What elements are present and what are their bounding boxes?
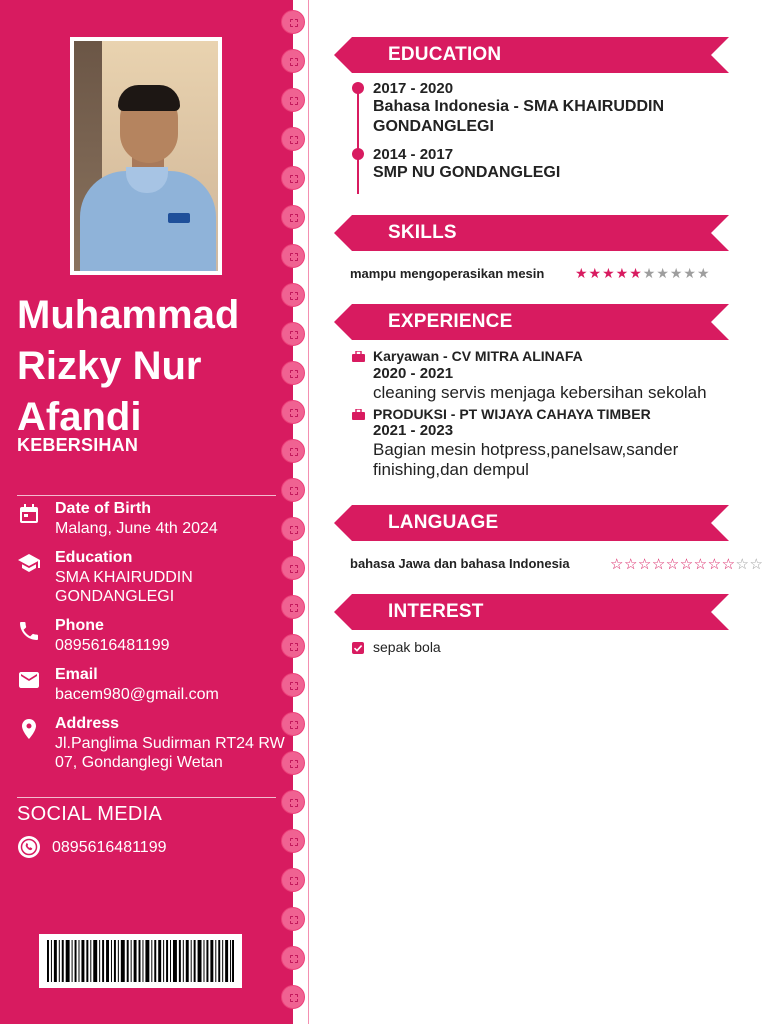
section-title: EXPERIENCE: [388, 311, 513, 332]
section-header-language: [334, 505, 729, 541]
full-name: Muhammad Rizky Nur Afandi: [17, 293, 240, 439]
whatsapp-number[interactable]: 0895616481199: [52, 839, 167, 856]
section-title: EDUCATION: [388, 44, 502, 65]
section-title: SKILLS: [388, 222, 457, 243]
timeline-dot: [352, 82, 364, 94]
social-media-title: SOCIAL MEDIA: [17, 803, 163, 825]
profile-photo: [70, 37, 222, 275]
section-header-experience: [334, 304, 729, 340]
contact-date-of-birth: [17, 500, 287, 540]
experience-years: 2021 - 2023: [373, 422, 454, 439]
graduation-cap-icon: [17, 551, 41, 575]
experience-description: Bagian mesin hotpress,panelsaw,sander finishing,dan dempul: [373, 440, 679, 479]
experience-years: 2020 - 2021: [373, 365, 454, 382]
mail-icon: [17, 668, 41, 692]
decorative-dots: [281, 10, 305, 1020]
contact-label: Date of Birth: [55, 500, 151, 517]
education-years: 2017 - 2020: [373, 80, 454, 97]
language-rating-stars: ☆☆☆☆☆☆☆☆☆☆☆: [610, 556, 764, 573]
experience-title: Karyawan - CV MITRA ALINAFA: [373, 348, 583, 364]
page-divider-line: [308, 0, 309, 1024]
contact-education: [17, 549, 287, 609]
briefcase-icon: [352, 351, 365, 362]
contact-value: SMA KHAIRUDDIN GONDANGLEGI: [55, 569, 193, 605]
experience-title: PRODUKSI - PT WIJAYA CAHAYA TIMBER: [373, 406, 651, 422]
section-header-education: [334, 37, 729, 73]
divider: [17, 797, 276, 798]
skill-rating-stars: ★★★★★★★★★★: [575, 265, 711, 281]
contact-label: Phone: [55, 617, 104, 634]
contact-label: Education: [55, 549, 133, 566]
section-header-skills: [334, 215, 729, 251]
contact-value[interactable]: bacem980@gmail.com: [55, 686, 219, 703]
contact-phone: [17, 617, 287, 657]
education-school: Bahasa Indonesia - SMA KHAIRUDDIN GONDANGLEGI: [373, 98, 664, 135]
calendar-icon: [17, 502, 41, 526]
section-title: LANGUAGE: [388, 512, 499, 533]
experience-description: cleaning servis menjaga kebersihan sekolah: [373, 383, 707, 402]
barcode: [39, 934, 242, 988]
job-role: KEBERSIHAN: [17, 435, 139, 455]
contact-email: [17, 666, 287, 706]
contact-value: 0895616481199: [55, 637, 170, 654]
education-school: SMP NU GONDANGLEGI: [373, 164, 561, 181]
timeline-dot: [352, 148, 364, 160]
education-years: 2014 - 2017: [373, 146, 454, 163]
contact-address: [17, 715, 287, 793]
contact-value: Malang, June 4th 2024: [55, 520, 218, 537]
phone-icon: [17, 619, 41, 643]
language-name: bahasa Jawa dan bahasa Indonesia: [350, 556, 570, 571]
divider: [17, 495, 276, 496]
briefcase-icon: [352, 409, 365, 420]
contact-label: Email: [55, 666, 98, 683]
whatsapp-icon: [17, 835, 41, 859]
section-title: INTEREST: [388, 601, 484, 622]
education-timeline: [357, 86, 359, 194]
interest-item: sepak bola: [373, 639, 441, 655]
section-header-interest: [334, 594, 729, 630]
skill-name: mampu mengoperasikan mesin: [350, 266, 545, 281]
contact-value: Jl.Panglima Sudirman RT24 RW 07, Gondanglegi Wetan: [55, 735, 285, 771]
location-pin-icon: [17, 717, 41, 741]
sidebar: [0, 0, 293, 1024]
contact-label: Address: [55, 715, 120, 732]
checkbox-checked-icon: [352, 642, 364, 654]
